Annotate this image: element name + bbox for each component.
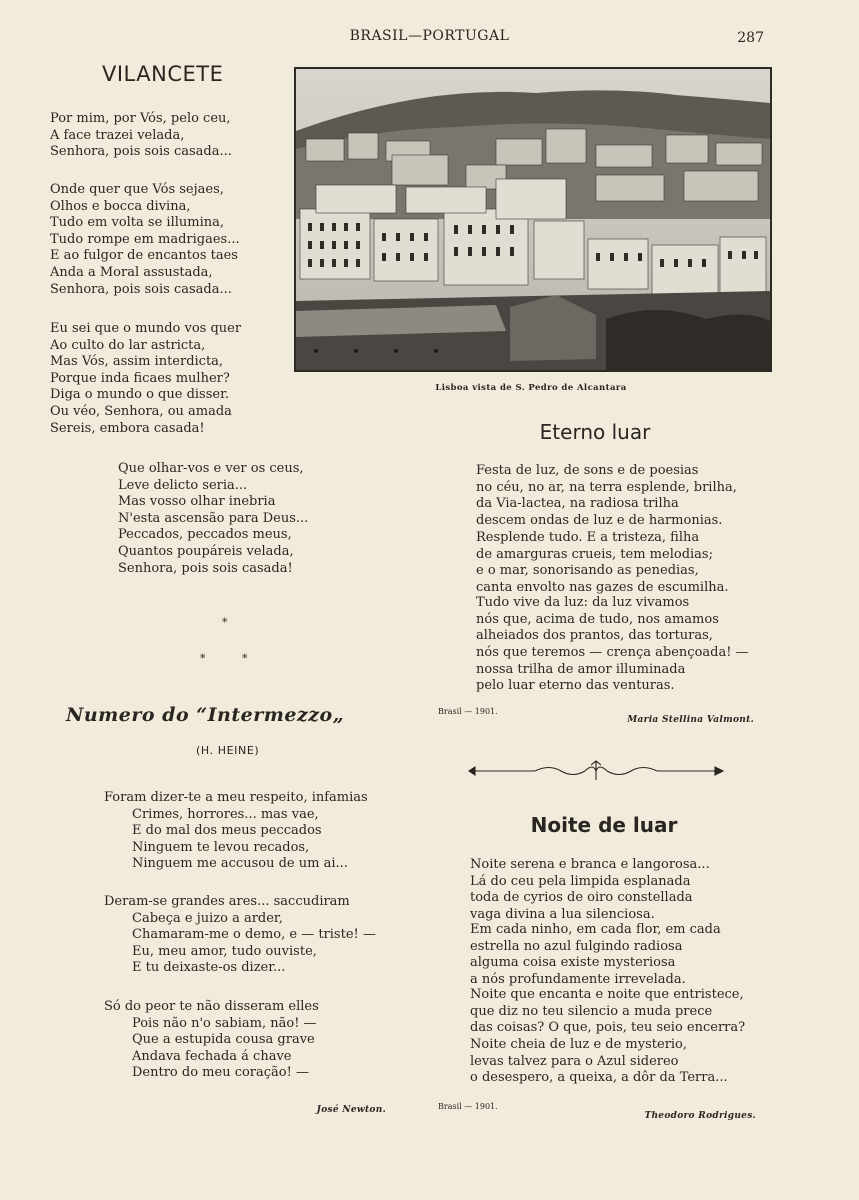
running-header: BRASIL—PORTUGAL [349,28,510,44]
photo-caption: Lisboa vista de S. Pedro de Alcantara [435,383,627,393]
verse-line: Tudo vive da luz: da luz vivamos [476,595,690,610]
intermezzo-stanza-2 [104,894,376,977]
verse-line: Dentro do meu coração! — [132,1065,309,1081]
vilancete-stanza-1 [50,111,232,161]
author-signature: Maria Stellina Valmont. [627,715,754,725]
verse-line: levas talvez para o Azul sidereo [470,1053,679,1069]
verse-line: nossa trilha de amor illuminada [476,661,686,677]
verse-line: Diga o mundo o que disser. [50,387,230,403]
verse-line: Ninguem te levou recados, [132,839,310,855]
verse-line: Senhora, pois sois casada... [50,144,232,160]
verse-line: Crimes, horrores... mas vae, [132,806,319,822]
verse-line: Em cada ninho, em cada flor, em cada [470,922,721,937]
noite-stanza-1 [470,857,710,923]
poem-title-eterno-luar: Eterno luar [539,420,651,444]
verse-line: E do mal dos meus peccados [132,823,322,839]
verse-line: alguma coisa existe mysteriosa [470,955,676,971]
verse-line: Pois não n'o sabiam, não! — [132,1015,317,1031]
poem-title-intermezzo: Numero do “Intermezzo„ [66,704,345,726]
asterisk: * [200,652,206,665]
verse-line: Leve delicto seria... [118,477,248,493]
verse-line: Resplende tudo. E a tristeza, filha [476,530,700,545]
verse-line: que diz no teu silencio a muda prece [470,1003,713,1019]
verse-line: nós que teremos — crença abençoada! — [476,645,749,660]
verse-line: Senhora, pois sois casada! [118,560,293,576]
verse-line: Peccados, peccados meus, [118,527,292,543]
noite-stanza-4 [470,1037,728,1087]
eterno-luar-stanza-4 [476,645,749,695]
eterno-luar-stanza-1 [476,463,737,529]
verse-line: Que olhar-vos e ver os ceus, [118,461,304,476]
verse-line: no céu, no ar, na terra esplende, brilha, [476,479,737,495]
verse-line: o desespero, a queixa, a dôr da Terra... [470,1070,728,1086]
verse-line: Ninguem me accusou de um ai... [132,856,348,872]
verse-line: Deram-se grandes ares... saccudiram [104,894,350,909]
verse-line: Mas Vós, assim interdicta, [50,354,224,370]
vilancete-stanza-3 [50,321,241,437]
asterisk: * [222,616,228,629]
verse-line: Olhos e bocca divina, [50,198,191,214]
verse-line: Senhora, pois sois casada... [50,281,232,297]
verse-line: A face trazei velada, [50,127,185,143]
author-signature: José Newton. [316,1105,386,1115]
verse-line: Noite que encanta e noite que entristece, [470,987,744,1002]
verse-line: da Via-lactea, na radiosa trilha [476,496,679,512]
noite-stanza-2 [470,922,721,988]
verse-line: Sereis, embora casada! [50,420,205,436]
verse-line: Ou véo, Senhora, ou amada [50,403,232,419]
verse-line: Tudo rompe em madrigaes... [50,231,240,247]
vilancete-stanza-2 [50,182,240,298]
verse-line: e o mar, sonorisando as penedias, [476,563,699,579]
verse-line: E tu deixaste-os dizer... [132,960,286,976]
poem-subtitle-heine: (H. HEINE) [196,744,260,757]
verse-line: Só do peor te não disseram elles [104,999,319,1014]
verse-line: vaga divina a lua silenciosa. [470,906,655,922]
verse-line: de amarguras crueis, tem melodias; [476,546,713,562]
verse-line: Por mim, por Vós, pelo ceu, [50,111,231,126]
place-date: Brasil — 1901. [438,1102,498,1111]
poem-title-noite-de-luar: Noite de luar [530,813,678,837]
verse-line: Chamaram-me o demo, e — triste! — [132,927,376,943]
verse-line: N'esta ascensão para Deus... [118,510,309,526]
verse-line: descem ondas de luz e de harmonias. [476,512,723,528]
verse-line: Tudo em volta se illumina, [50,215,224,231]
verse-line: Porque inda ficaes mulher? [50,370,230,386]
verse-line: a nós profundamente irrevelada. [470,971,686,987]
verse-line: Festa de luz, de sons e de poesias [476,463,699,478]
poem-title-vilancete: VILANCETE [102,62,224,86]
verse-line: Eu sei que o mundo vos quer [50,321,242,336]
verse-line: alheiados dos prantos, das torturas, [476,628,713,644]
verse-line: canta envolto nas gazes de escumilha. [476,579,729,595]
intermezzo-stanza-1 [104,790,368,873]
verse-line: Ao culto do lar astricta, [50,337,206,353]
lisbon-photograph [294,67,772,372]
verse-line: Mas vosso olhar inebria [118,494,276,510]
verse-line: Anda a Moral assustada, [50,264,213,280]
verse-line: E ao fulgor de encantos taes [50,248,238,264]
intermezzo-stanza-3 [104,999,319,1082]
asterisk: * [242,652,248,665]
verse-line: Andava fechada á chave [132,1048,292,1064]
eterno-luar-stanza-3 [476,595,719,645]
page-number: 287 [737,30,764,46]
verse-line: Foram dizer-te a meu respeito, infamias [104,790,368,805]
verse-line: Eu, meu amor, tudo ouviste, [132,943,317,959]
place-date: Brasil — 1901. [438,707,498,716]
verse-line: Onde quer que Vós sejaes, [50,182,224,197]
verse-line: Noite cheia de luz e de mysterio, [470,1037,688,1052]
verse-line: nós que, acima de tudo, nos amamos [476,611,719,627]
author-signature: Theodoro Rodrigues. [644,1111,756,1121]
verse-line: Lá do ceu pela limpida esplanada [470,873,691,889]
vilancete-stanza-4 [118,461,308,577]
verse-line: Que a estupida cousa grave [132,1032,315,1048]
verse-line: toda de cyrios de oiro constellada [470,890,693,906]
verse-line: estrella no azul fulgindo radiosa [470,938,683,954]
verse-line: Noite serena e branca e langorosa... [470,857,710,872]
verse-line: Quantos poupáreis velada, [118,543,294,559]
ornamental-divider [465,760,727,782]
noite-stanza-3 [470,987,745,1037]
verse-line: das coisas? O que, pois, teu seio encerra? [470,1020,746,1036]
verse-line: pelo luar eterno das venturas. [476,678,675,694]
verse-line: Cabeça e juizo a arder, [132,910,283,926]
eterno-luar-stanza-2 [476,530,729,596]
